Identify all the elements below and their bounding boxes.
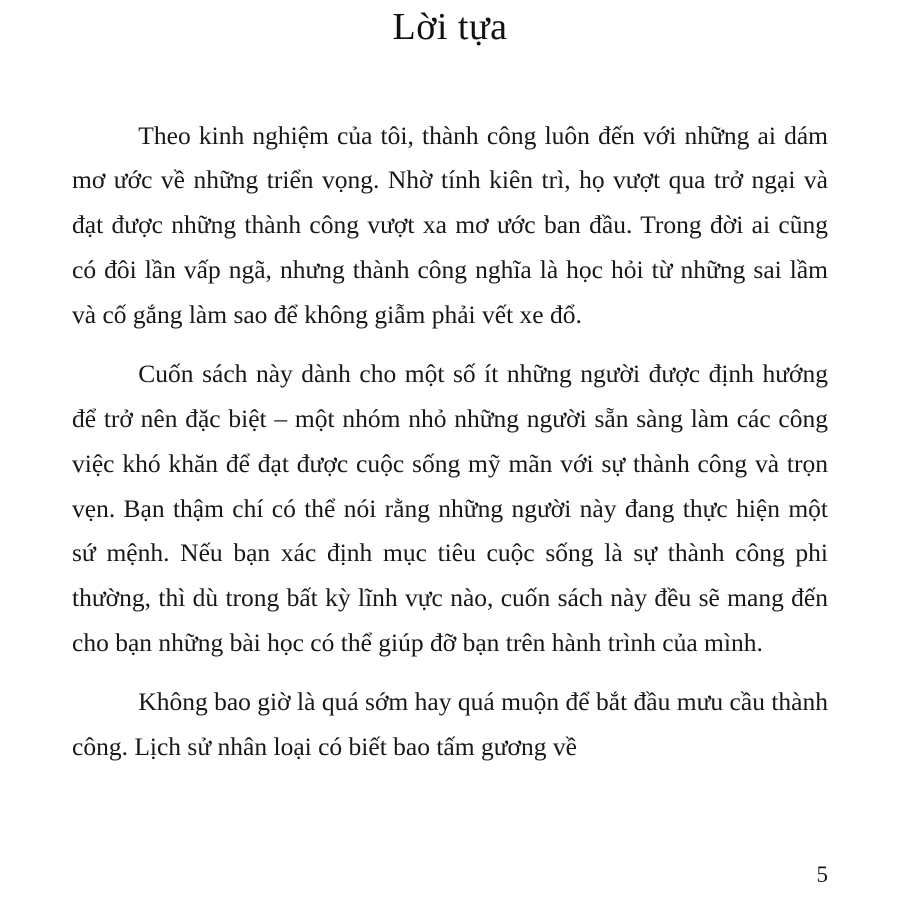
page-number: 5 — [816, 862, 828, 887]
paragraph: Không bao giờ là quá sớm hay quá muộn để bắt đầu mưu cầu thành công. Lịch sử nhân loại có biết bao tấm gương về — [72, 687, 828, 761]
body-text — [72, 114, 828, 770]
page-title: Lời tựa — [392, 6, 508, 48]
paragraph: Cuốn sách này dành cho một số ít những người được định hướng để trở nên đặc biệt – một nhóm nhỏ những người sẵn sàng làm các công việc khó khăn để đạt được cuộc sống mỹ mãn với sự thành công và trọn vẹn. Bạn thậm chí có thể nói rằng những người này đang thực hiện một sứ mệnh. Nếu bạn xác định mục tiêu cuộc sống là sự thành công phi thường, thì dù trong bất kỳ lĩnh vực nào, cuốn sách này đều sẽ mang đến cho bạn những bài học có thể giúp đỡ bạn trên hành trình của mình. — [72, 358, 828, 658]
paragraph: Theo kinh nghiệm của tôi, thành công luôn đến với những ai dám mơ ước về những triển vọng. Nhờ tính kiên trì, họ vượt qua trở ngại và đạt được những thành công vượt xa mơ ước ban đầu. Trong đời ai cũng có đôi lần vấp ngã, nhưng thành công nghĩa là học hỏi từ những sai lầm và cố gắng làm sao để không giẫm phải vết xe đổ. — [72, 120, 828, 329]
